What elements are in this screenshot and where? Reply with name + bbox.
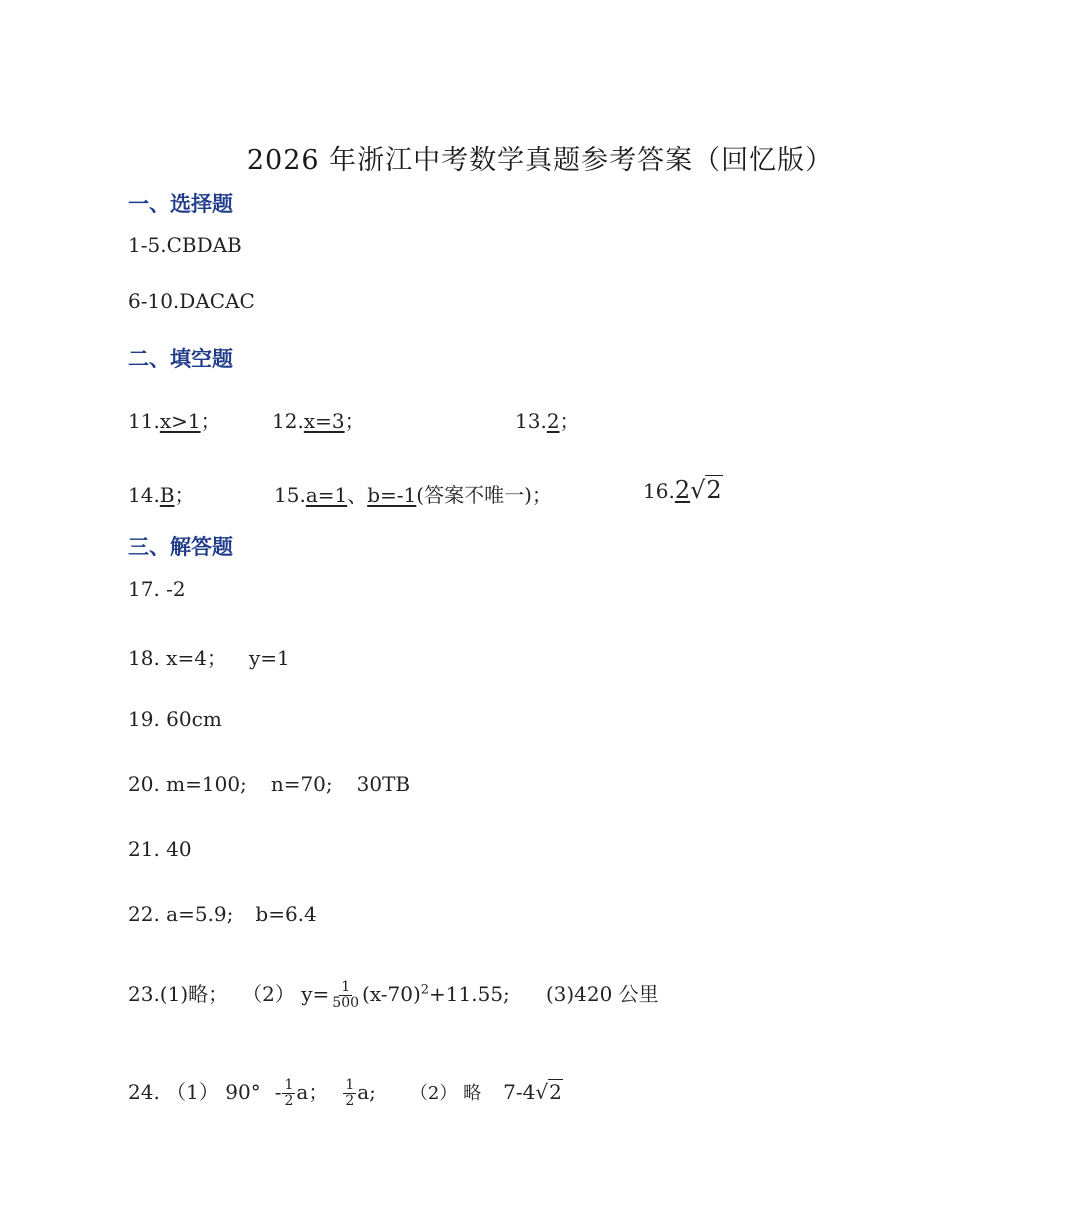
- q16-radical-sign: √: [690, 476, 706, 504]
- q18-x: 18. x=4；: [128, 646, 227, 670]
- q13-number: 13.: [515, 409, 547, 433]
- q14-answer: B: [159, 483, 175, 507]
- solve-q19: 19. 60cm: [128, 707, 222, 731]
- q12-number: 12.: [272, 409, 304, 433]
- q24-radicand: 2: [549, 1080, 562, 1104]
- q13-answer: 2: [546, 409, 560, 433]
- fill-q15: [274, 479, 552, 508]
- q24-negative: -: [274, 1080, 282, 1104]
- q24-term-1: a；: [296, 1080, 329, 1104]
- q14-separator: ；: [174, 483, 195, 507]
- q16-coefficient: 2: [674, 476, 691, 504]
- q20-n: n=70;: [270, 772, 333, 796]
- fill-q13: [515, 405, 580, 434]
- section-solve-heading: 三、解答题: [128, 534, 233, 559]
- q16-radicand: 2: [706, 476, 722, 504]
- q15-answer-b: b=-1: [367, 483, 417, 507]
- q23-part2-label: （2） y=: [242, 982, 330, 1006]
- q24-fraction-2-denominator: 2: [345, 1093, 355, 1109]
- q24-part1: 24. （1） 90°: [128, 1080, 261, 1104]
- q16-number: 16.: [643, 479, 675, 503]
- q13-separator: ；: [559, 409, 580, 433]
- q23-expression: (x-70): [362, 982, 421, 1006]
- q24-fraction-2-numerator: 1: [345, 1077, 355, 1093]
- q23-constant: +11.55;: [429, 982, 510, 1006]
- q11-answer: x>1: [159, 409, 201, 433]
- q20-m: 20. m=100;: [128, 772, 247, 796]
- q22-a: 22. a=5.9;: [128, 902, 234, 926]
- q15-note: (答案不唯一)；: [416, 483, 552, 507]
- q12-answer: x=3: [303, 409, 345, 433]
- q23-part3: (3)420 公里: [545, 982, 659, 1006]
- fill-q11: [128, 405, 221, 434]
- solve-q22: [128, 902, 317, 926]
- q24-term-2: a;: [357, 1080, 376, 1104]
- solve-q24: [128, 1076, 563, 1109]
- q15-number: 15.: [274, 483, 306, 507]
- q24-fraction-1-numerator: 1: [284, 1077, 294, 1093]
- q24-fraction-2: [343, 1078, 356, 1109]
- q18-y: y=1: [248, 646, 290, 670]
- q23-fraction: [330, 980, 361, 1011]
- q24-radical-sign: √: [535, 1080, 549, 1104]
- choice-answers-1-5: 1-5.CBDAB: [128, 233, 242, 257]
- q23-fraction-denominator: 500: [332, 995, 360, 1011]
- q23-part1: 23.(1)略；: [128, 982, 229, 1006]
- sqrt-icon: [690, 476, 723, 504]
- q12-separator: ；: [344, 409, 365, 433]
- section-fill-heading: 二、填空题: [128, 346, 233, 371]
- q24-fraction-1-denominator: 2: [284, 1093, 294, 1109]
- fill-q12: [272, 405, 365, 434]
- q22-b: b=6.4: [255, 902, 317, 926]
- choice-answers-6-10: 6-10.DACAC: [128, 289, 255, 313]
- fill-q14: [128, 479, 195, 508]
- q11-number: 11.: [128, 409, 160, 433]
- solve-q18: [128, 642, 290, 671]
- q15-answer-a: a=1: [305, 483, 348, 507]
- q24-part2: （2） 略: [409, 1083, 482, 1104]
- sqrt-icon: [535, 1080, 562, 1104]
- section-choice-heading: 一、选择题: [128, 191, 233, 216]
- q16-answer: [675, 476, 723, 504]
- q11-separator: ；: [200, 409, 221, 433]
- q24-fraction-1: [282, 1078, 295, 1109]
- solve-q17: 17. -2: [128, 577, 186, 601]
- q23-fraction-numerator: 1: [341, 979, 351, 995]
- q14-number: 14.: [128, 483, 160, 507]
- q23-exponent: 2: [420, 982, 430, 998]
- q20-size: 30TB: [356, 772, 411, 796]
- solve-q23: [128, 978, 659, 1011]
- fill-q16: [643, 476, 723, 504]
- q24-value: 7-4: [503, 1080, 536, 1104]
- q15-separator: 、: [347, 483, 368, 507]
- page-title: 2026 年浙江中考数学真题参考答案（回忆版）: [246, 145, 834, 176]
- solve-q21: 21. 40: [128, 837, 192, 861]
- solve-q20: [128, 772, 410, 796]
